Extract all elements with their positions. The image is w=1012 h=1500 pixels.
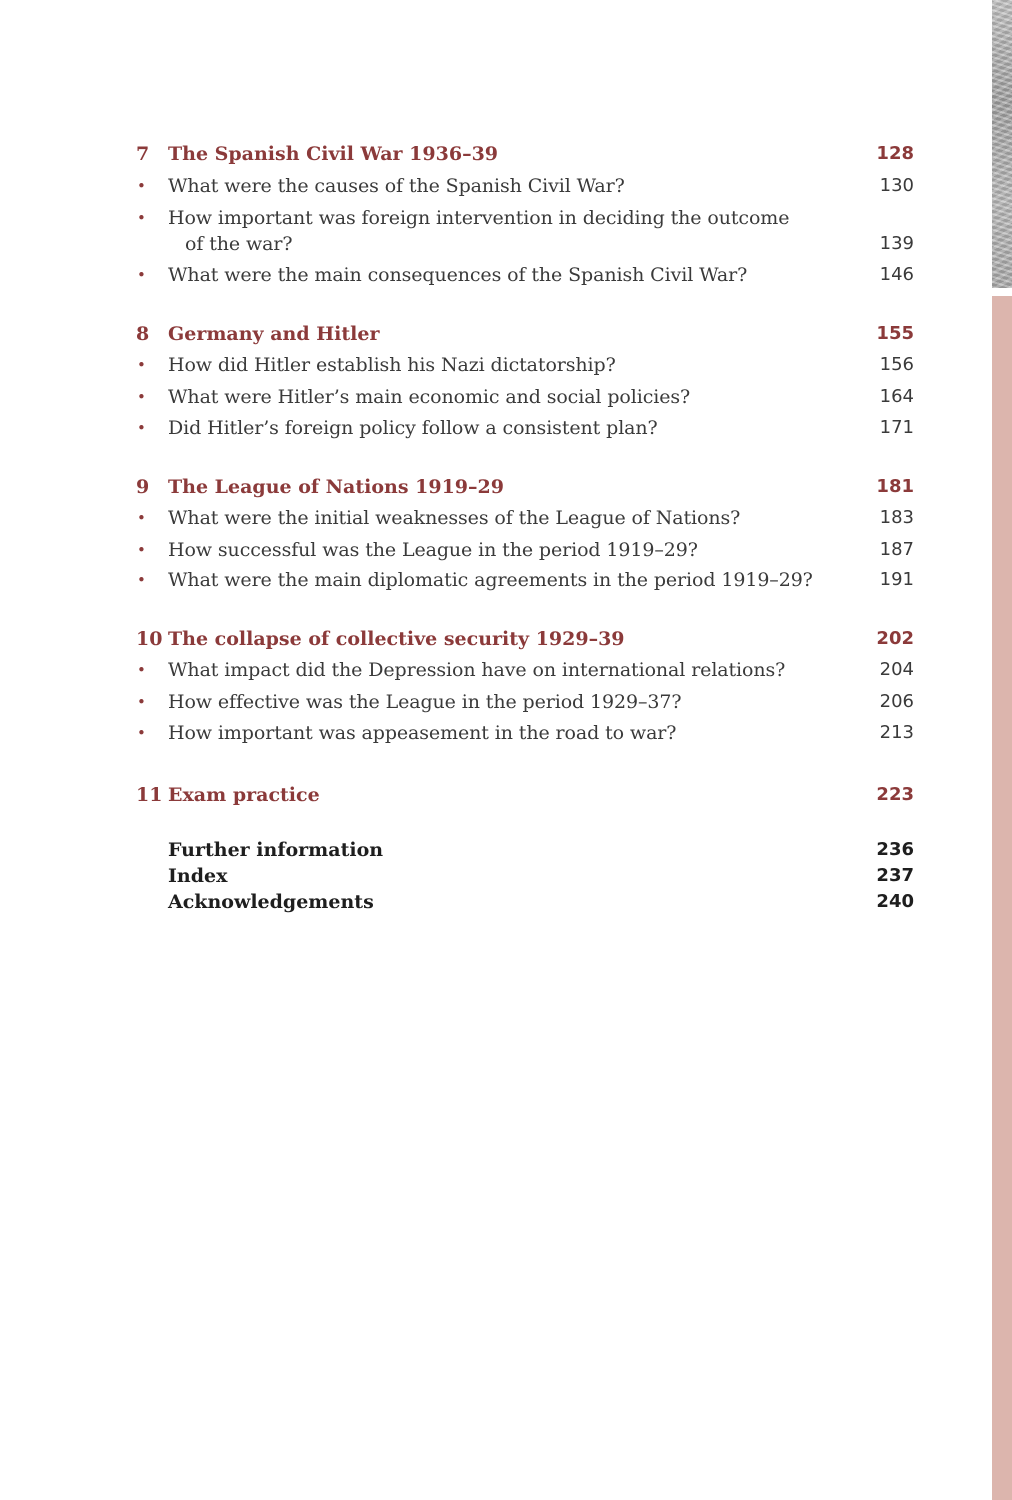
topic-title-line1: How important was foreign intervention in deciding the outcome bbox=[168, 207, 790, 229]
topic-page: 183 bbox=[879, 507, 914, 528]
back-matter-title: Index bbox=[168, 865, 228, 887]
topic-title: How important was appeasement in the road to war? bbox=[168, 722, 677, 744]
chapter-page: 181 bbox=[876, 476, 914, 497]
chapter-number: 7 bbox=[136, 143, 150, 165]
topic-item[interactable] bbox=[0, 657, 1012, 683]
topic-item[interactable] bbox=[0, 205, 1012, 257]
topic-title: What were the main diplomatic agreements in the period 1919–29? bbox=[168, 569, 813, 591]
chapter-9-heading[interactable] bbox=[0, 474, 1012, 500]
back-matter-title: Further information bbox=[168, 839, 384, 861]
topic-title: What were the causes of the Spanish Civil War? bbox=[168, 175, 625, 197]
chapter-10-heading[interactable] bbox=[0, 626, 1012, 652]
chapter-number: 11 bbox=[136, 784, 163, 806]
topic-item[interactable] bbox=[0, 505, 1012, 531]
bullet-icon: • bbox=[137, 724, 146, 742]
topic-page: 171 bbox=[879, 417, 914, 438]
bullet-icon: • bbox=[137, 266, 146, 284]
bullet-icon: • bbox=[137, 509, 146, 527]
chapter-page: 202 bbox=[876, 628, 914, 649]
topic-title: What were the initial weaknesses of the League of Nations? bbox=[168, 507, 741, 529]
bullet-icon: • bbox=[137, 571, 146, 589]
topic-item[interactable] bbox=[0, 415, 1012, 441]
topic-item[interactable] bbox=[0, 262, 1012, 288]
back-matter-acknowledgements[interactable] bbox=[0, 889, 1012, 915]
bullet-icon: • bbox=[137, 356, 146, 374]
topic-item[interactable] bbox=[0, 384, 1012, 410]
topic-page: 213 bbox=[879, 722, 914, 743]
bullet-icon: • bbox=[137, 693, 146, 711]
back-matter-page: 237 bbox=[876, 865, 914, 886]
topic-title-line2: of the war? bbox=[185, 233, 293, 255]
bullet-icon: • bbox=[137, 209, 146, 227]
topic-item[interactable] bbox=[0, 567, 1012, 593]
chapter-8-heading[interactable] bbox=[0, 321, 1012, 347]
chapter-page: 155 bbox=[876, 323, 914, 344]
topic-title: How effective was the League in the period 1929–37? bbox=[168, 691, 682, 713]
chapter-title: The Spanish Civil War 1936–39 bbox=[168, 143, 499, 165]
chapter-title: The League of Nations 1919–29 bbox=[168, 476, 504, 498]
topic-title: What impact did the Depression have on international relations? bbox=[168, 659, 786, 681]
topic-title: What were the main consequences of the Spanish Civil War? bbox=[168, 264, 748, 286]
topic-page: 191 bbox=[879, 569, 914, 590]
bullet-icon: • bbox=[137, 388, 146, 406]
topic-page: 206 bbox=[879, 691, 914, 712]
back-matter-index[interactable] bbox=[0, 863, 1012, 889]
topic-page: 139 bbox=[879, 233, 914, 254]
bullet-icon: • bbox=[137, 661, 146, 679]
topic-title: Did Hitler’s foreign policy follow a consistent plan? bbox=[168, 417, 658, 439]
topic-page: 187 bbox=[879, 539, 914, 560]
chapter-page: 128 bbox=[876, 143, 914, 164]
topic-page: 146 bbox=[879, 264, 914, 285]
bullet-icon: • bbox=[137, 419, 146, 437]
chapter-number: 10 bbox=[136, 628, 163, 650]
back-matter-further-information[interactable] bbox=[0, 837, 1012, 863]
back-matter-title: Acknowledgements bbox=[168, 891, 374, 913]
topic-page: 204 bbox=[879, 659, 914, 680]
chapter-11-heading[interactable] bbox=[0, 782, 1012, 808]
chapter-number: 8 bbox=[136, 323, 150, 345]
chapter-title: Germany and Hitler bbox=[168, 323, 380, 345]
topic-item[interactable] bbox=[0, 352, 1012, 378]
bullet-icon: • bbox=[137, 541, 146, 559]
topic-title: How did Hitler establish his Nazi dictatorship? bbox=[168, 354, 616, 376]
chapter-title: Exam practice bbox=[168, 784, 320, 806]
back-matter-page: 236 bbox=[876, 839, 914, 860]
topic-title: What were Hitler’s main economic and social policies? bbox=[168, 386, 691, 408]
topic-page: 164 bbox=[879, 386, 914, 407]
bullet-icon: • bbox=[137, 177, 146, 195]
topic-title bbox=[168, 205, 789, 257]
chapter-title: The collapse of collective security 1929–39 bbox=[168, 628, 625, 650]
topic-item[interactable] bbox=[0, 173, 1012, 199]
topic-item[interactable] bbox=[0, 720, 1012, 746]
back-matter-page: 240 bbox=[876, 891, 914, 912]
chapter-number: 9 bbox=[136, 476, 150, 498]
topic-item[interactable] bbox=[0, 689, 1012, 715]
chapter-7-heading[interactable] bbox=[0, 141, 1012, 167]
topic-title: How successful was the League in the period 1919–29? bbox=[168, 539, 698, 561]
chapter-page: 223 bbox=[876, 784, 914, 805]
topic-page: 156 bbox=[879, 354, 914, 375]
topic-item[interactable] bbox=[0, 537, 1012, 563]
topic-page: 130 bbox=[879, 175, 914, 196]
